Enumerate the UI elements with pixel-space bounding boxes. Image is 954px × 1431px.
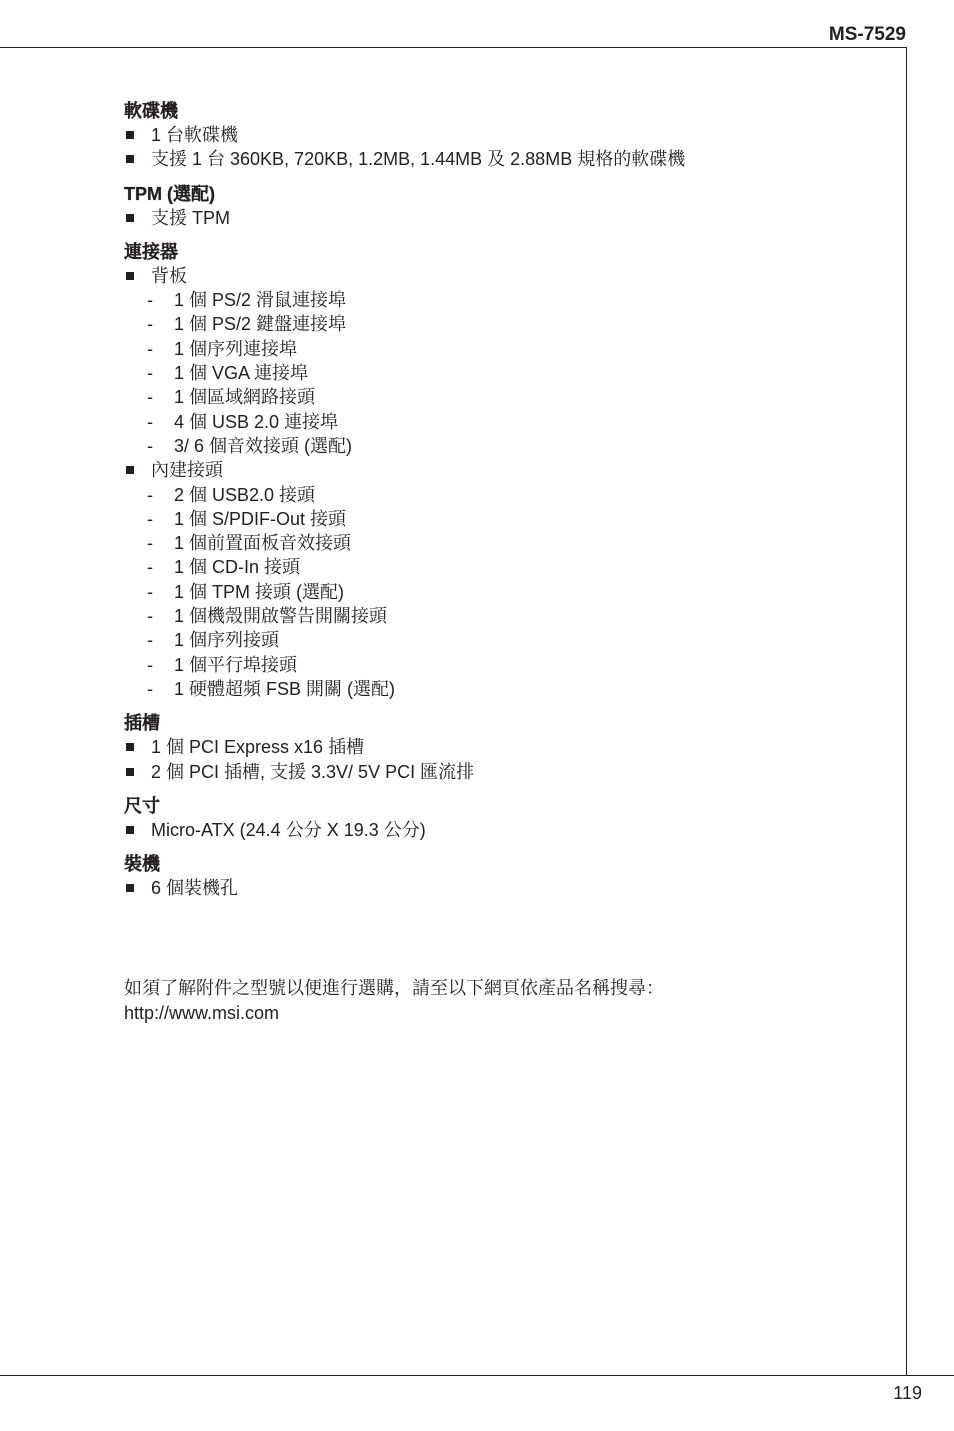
list-item: 支援 1 台 360KB, 720KB, 1.2MB, 1.44MB 及 2.88MB 規格的軟碟機 [124,147,844,171]
section-slots [124,711,844,784]
list-item: - 1 個 CD-In 接頭 [147,555,844,579]
header-rule [0,47,907,48]
section-title-mounting: 裝機 [124,854,160,875]
section-title-slots: 插槽 [124,713,160,734]
onboard-item [124,458,844,701]
list-item: - 1 個前置面板音效接頭 [147,531,844,555]
section-tpm [124,182,844,230]
list-item: - 1 個機殼開啟警告開關接頭 [147,604,844,628]
note-text: 如須了解附件之型號以便進行選購，請至以下網頁依產品名稱搜尋： [124,978,664,998]
list-item: - 1 個 TPM 接頭 (選配) [147,580,844,604]
list-item: - 1 個 S/PDIF-Out 接頭 [147,507,844,531]
back-panel-item [124,264,844,458]
footer-rule [0,1375,954,1376]
section-title-tpm: TPM (選配) [124,183,215,204]
list-item: 6 個裝機孔 [124,876,844,900]
model-number: MS-7529 [828,24,906,45]
list-item: - 1 硬體超頻 FSB 開關 (選配) [147,677,844,701]
connectors-list [124,264,844,701]
section-title-connectors: 連接器 [124,241,178,262]
dimensions-list [124,818,844,842]
list-item: - 1 個 PS/2 滑鼠連接埠 [147,288,844,312]
list-item: - 1 個平行埠接頭 [147,653,844,677]
section-connectors [124,240,844,701]
list-item: - 1 個序列連接埠 [147,337,844,361]
list-item: 支援 TPM [124,206,844,230]
spec-content [124,99,844,910]
floppy-list [124,123,844,172]
onboard-sublist [147,483,844,702]
onboard-label: 內建接頭 [151,460,223,481]
list-item: - 1 個序列接頭 [147,628,844,652]
list-item: 1 台軟碟機 [124,123,844,147]
msi-url: http://www.msi.com [124,1002,280,1023]
side-rule [906,47,907,1375]
back-panel-sublist [147,288,844,458]
slots-list [124,735,844,784]
section-dimensions [124,794,844,842]
list-item: 1 個 PCI Express x16 插槽 [124,735,844,759]
mounting-list [124,876,844,900]
list-item: 2 個 PCI 插槽, 支援 3.3V/ 5V PCI 匯流排 [124,760,844,784]
section-title-floppy: 軟碟機 [124,101,178,121]
section-mounting [124,852,844,900]
list-item: - 1 個 VGA 連接埠 [147,361,844,385]
list-item: - 4 個 USB 2.0 連接埠 [147,410,844,434]
section-floppy [124,99,844,172]
list-item: - 3/ 6 個音效接頭 (選配) [147,434,844,458]
back-panel-label: 背板 [151,265,187,286]
list-item: - 1 個 PS/2 鍵盤連接埠 [147,312,844,336]
tpm-list [124,206,844,230]
section-title-dimensions: 尺寸 [124,795,160,816]
page-number: 119 [893,1383,922,1403]
list-item: Micro-ATX (24.4 公分 X 19.3 公分) [124,818,844,842]
list-item: - 2 個 USB2.0 接頭 [147,483,844,507]
accessory-note [124,976,844,1025]
list-item: - 1 個區域網路接頭 [147,385,844,409]
